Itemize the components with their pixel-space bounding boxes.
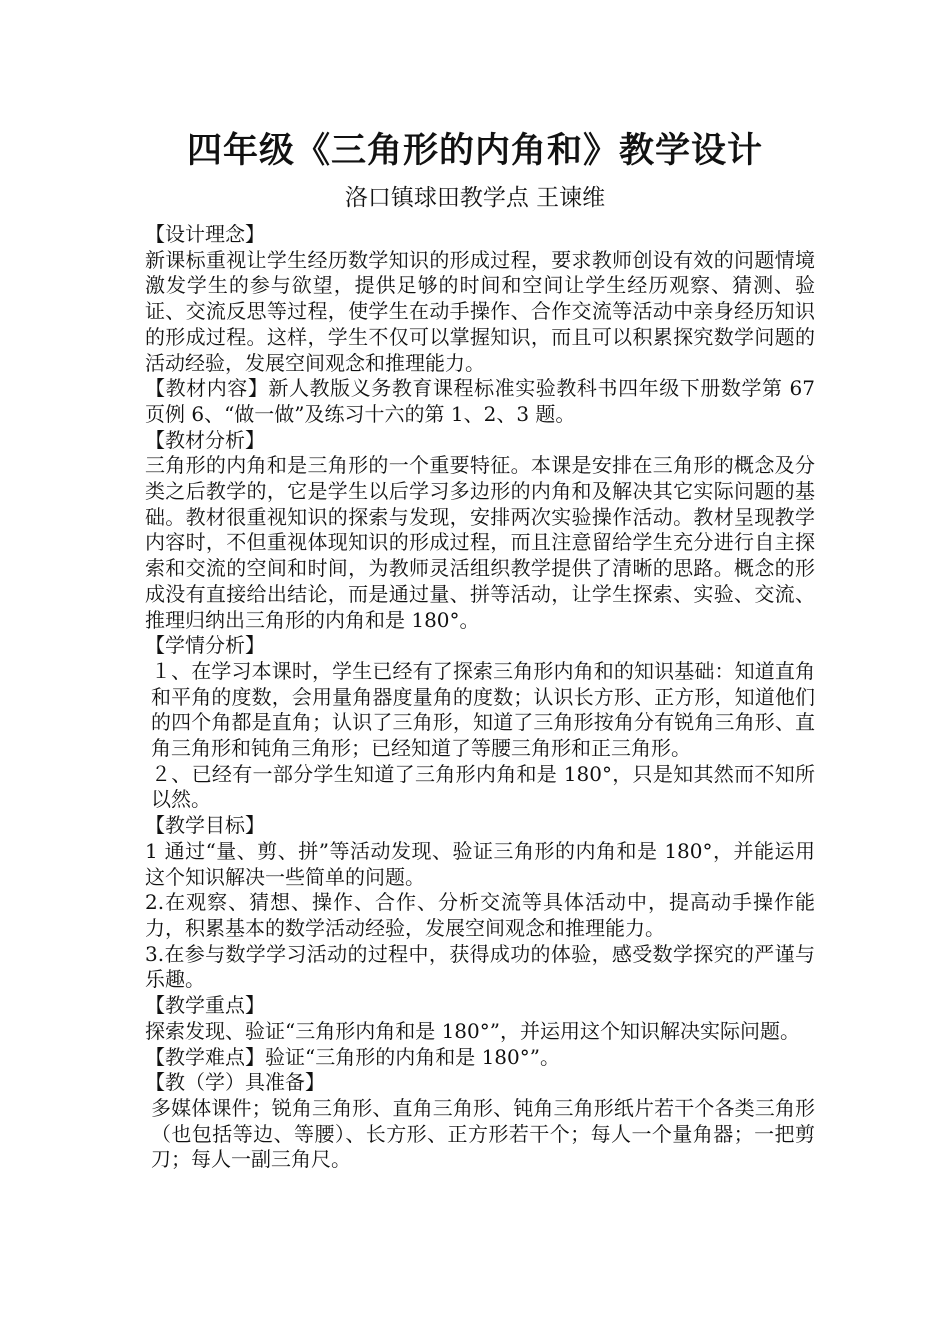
prep-heading: 【教（学）具准备】 [145, 1070, 325, 1095]
prep-paragraph: 多媒体课件；锐角三角形、直角三角形、钝角三角形纸片若干个各类三角形（也包括等边、等腰）、长方形、正方形若干个；每人一个量角器；一把剪刀；每人一副三角尺。 [151, 1095, 815, 1172]
analysis-heading: 【教材分析】 [145, 427, 265, 452]
goal-1: 1 通过“量、剪、拼”等活动发现、验证三角形的内角和是 180°，并能运用这个知识解决一些简单的问题。 [145, 838, 815, 889]
difficulty-paragraph: 【教学难点】验证“三角形的内角和是 180°”。 [145, 1044, 560, 1069]
key-heading: 【教学重点】 [145, 993, 265, 1018]
document-title: 四年级《三角形的内角和》教学设计 [186, 130, 763, 171]
material-content-paragraph: 【教材内容】新人教版义务教育课程标准实验教科书四年级下册数学第 67 页例 6、“做一做”及练习十六的第 1、2、3 题。 [145, 376, 815, 426]
goal-2: 2.在观察、猜想、操作、合作、分析交流等具体活动中，提高动手操作能力，积累基本的数学活动经验，发展空间观念和推理能力。 [145, 890, 815, 940]
analysis-paragraph: 三角形的内角和是三角形的一个重要特征。本课是安排在三角形的概念及分类之后教学的，它是学生以后学习多边形的内角和及解决其它实际问题的基础。教材很重视知识的探索与发现，安排两次实验操作活动。教材呈现教学内容时，不但重视体现知识的形成过程，而且注意留给学生充分进行自主探索和交流的空间和时间，为教师灵活组织教学提供了清晰的思路。概念的形成没有直接给出结论，而是通过量、拼等活动，让学生探索、实验、交流、推理归纳出三角形的内角和是 180°。 [145, 453, 815, 632]
goals-heading: 【教学目标】 [145, 813, 265, 838]
design-paragraph: 新课标重视让学生经历数学知识的形成过程，要求教师创设有效的问题情境激发学生的参与欲望，提供足够的时间和空间让学生经历观察、猜测、验证、交流反思等过程，使学生在动手操作、合作交流等活动中亲身经历知识的形成过程。这样，学生不仅可以掌握知识，而且可以积累探究数学问题的活动经验，发展空间观念和推理能力。 [145, 247, 815, 375]
document-body [145, 222, 815, 1173]
key-paragraph: 探索发现、验证“三角形内角和是 180°”，并运用这个知识解决实际问题。 [145, 1018, 800, 1043]
document-author: 洛口镇球田教学点 王谏维 [344, 185, 606, 211]
goal-3: 3.在参与数学学习活动的过程中，获得成功的体验，感受数学探究的严谨与乐趣。 [145, 941, 815, 992]
student-heading: 【学情分析】 [145, 633, 265, 658]
student-point-1: １、在学习本课时，学生已经有了探索三角形内角和的知识基础：知道直角和平角的度数，会用量角器度量角的度数；认识长方形、正方形，知道他们的四个角都是直角；认识了三角形，知道了三角形按角分有锐角三角形、直角三角形和钝角三角形；已经知道了等腰三角形和正三角形。 [151, 658, 815, 761]
design-heading: 【设计理念】 [145, 222, 265, 246]
student-point-2: ２、已经有一部分学生知道了三角形内角和是 180°，只是知其然而不知所以然。 [151, 761, 815, 812]
